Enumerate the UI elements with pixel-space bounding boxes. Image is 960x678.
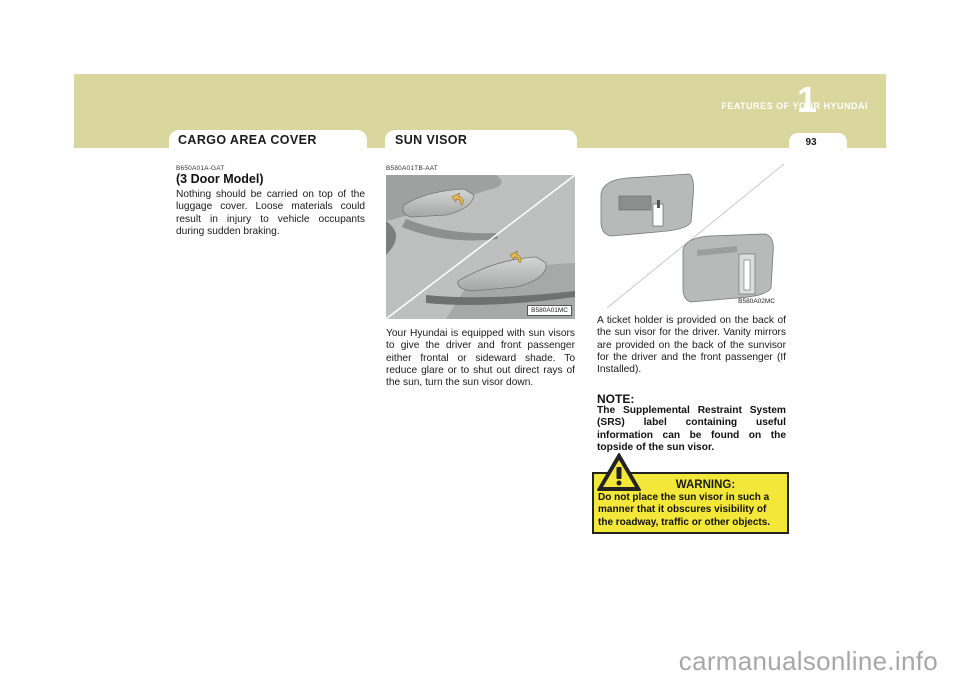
cargo-section-title: CARGO AREA COVER	[178, 133, 317, 147]
cargo-reference-code: B650A01A-GAT	[176, 165, 225, 172]
cargo-body-text: Nothing should be carried on top of the luggage cover. Loose materials could result in injury to vehicle occupants during sudden braking.	[176, 189, 365, 237]
sunvisor-figure-label: B580A01MC	[527, 305, 572, 316]
warning-title: WARNING:	[675, 479, 736, 491]
cargo-subheading: (3 Door Model)	[176, 172, 264, 186]
chapter-title: FEATURES OF YOUR HYUNDAI	[721, 101, 868, 111]
ticket-holder-figure	[597, 164, 784, 308]
note-heading: NOTE:	[597, 392, 635, 406]
sunvisor-body-text: Your Hyundai is equipped with sun visors to give the driver and front passenger either frontal or sideward shade. To reduce glare or to shut out direct rays of the sun, turn the sun visor down.	[386, 328, 575, 389]
watermark-text: carmanualsonline.info	[678, 646, 938, 676]
sunvisor-reference-code: B580A01TB-AAT	[386, 165, 438, 172]
ticket-holder-figure-label: B580A02MC	[738, 298, 775, 305]
sunvisor-illustration	[386, 175, 575, 319]
page-number: 93	[805, 137, 817, 148]
warning-text: Do not place the sun visor in such a manner that it obscures visibility of the roadway, traffic or other objects.	[598, 492, 771, 528]
sunvisor-figure	[386, 175, 575, 319]
chapter-number: 1	[796, 79, 818, 120]
note-body-text: The Supplemental Restraint System (SRS) label containing useful information can be found on the topside of the sun visor.	[597, 405, 786, 453]
ticket-holder-body-text: A ticket holder is provided on the back of the sun visor for the driver. Vanity mirrors are provided on the back of the sunvisor for the driver and the front passenger (If Installed).	[597, 315, 786, 376]
sunvisor-section-title: SUN VISOR	[395, 133, 468, 147]
ticket-holder-illustration	[597, 164, 784, 308]
warning-triangle-icon	[596, 452, 642, 492]
